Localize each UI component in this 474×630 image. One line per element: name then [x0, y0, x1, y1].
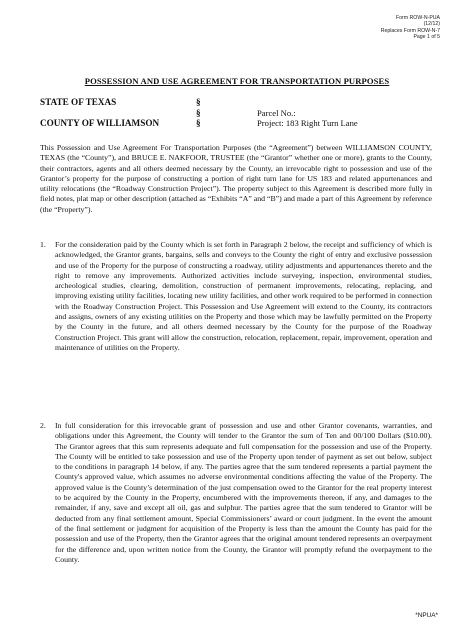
form-info-block [381, 15, 440, 41]
form-replaces: Replaces Form ROW-N-7 [380, 27, 440, 34]
paragraph-1-text: For the consideration paid by the County which is set forth in Paragraph 2 below, the receipt and sufficiency of which is acknowledged, the Grantor grants, bargains, sells and conveys to the County the right of entry and exclusive possession and use of the Property for the purpose of constructing a roadway, utility adjustments and appurtenances thereto and the right to remove any improvements. Authorized activities include surveying, inspection, environmental studies, archeological studies, clearing, demolition, construction of permanent improvements, relocating, replacing, and improving existing utility facilities, locating new utility facilities, and other work required to be performed in connection with the Roadway Construction Project. This Possession and Use Agreement will extend to the County, its contractors and assigns, owners of any existing utilities on the Property and those which may be lawfully permitted on the Property by the County in the future, and all others deemed necessary by the County for the purpose of the Roadway Construction Project. This grant will allow the construction, relocation, replacement, repair, improvement, operation and maintenance of utilities on the Property. [55, 240, 432, 352]
parcel-label: Parcel No.: [257, 108, 296, 118]
page-number: Page 1 of 5 [413, 34, 440, 41]
paragraph-number: 1. [40, 240, 46, 249]
section-symbol: § [196, 118, 201, 128]
paragraph-number: 2. [40, 421, 46, 430]
form-date: (12/12) [423, 21, 440, 28]
document-title: POSSESSION AND USE AGREEMENT FOR TRANSPORTATION PURPOSES [84, 76, 390, 86]
state-label: STATE OF TEXAS [40, 97, 117, 107]
section-symbol: § [196, 108, 201, 118]
footer-code: *NPUA* [415, 612, 438, 619]
intro-paragraph: This Possession and Use Agreement For Transportation Purposes (the “Agreement”) between WILLIAMSON COUNTY, TEXAS (the “County”), and BRUCE E. NAKFOOR, TRUSTEE (the “Grantor” whether one or more), grants to the County, their contractors, agents and all others deemed necessary by the County, an irrevocable right to possession and use of the Grantor’s property for the purpose of constructing a portion of right turn lane for US 183 and related appurtenances and utility relocations (the “Roadway Construction Project”). The property subject to this Agreement is described more fully in field notes, plat map or other description (attached as “Exhibits “A” and “B”) and made a part of this Agreement by reference (the “Property”). [40, 143, 432, 214]
section-symbol: § [196, 97, 201, 107]
form-number: Form ROW-N-PUA [396, 15, 440, 21]
paragraph-2-text: In full consideration for this irrevocable grant of possession and use and other Grantor covenants, warranties, and obligations under this Agreement, the County will tender to the Grantor the sum of Ten and 00/100 Dollars ($10.00). The Grantor agrees that this sum represents adequate and full compensation for the possession and use of the Property. The County will be entitled to take possession and use of the Property upon tender of payment as set out below, subject to the conditions in paragraph 14 below, if any. The parties agree that the sum tendered represents a partial payment the County's approved value, which assumes no adverse environmental conditions affecting the value of the Property. The approved value is the County’s determination of the just compensation owed to the Grantor for the real property interest to be acquired by the County in the Property, encumbered with the improvements thereon, if any, and damages to the remainder, if any, save and except all oil, gas and sulphur. The parties agree that the sum tendered to Grantor will be deducted from any final settlement amount, Special Commissioners’ award or court judgment. In the event the amount of the final settlement or judgment for acquisition of the Property is less than the amount the County has paid for the possession and use of the Property, then the Grantor agrees that the original amount tendered represents an overpayment for the difference and, upon written notice from the County, the Grantor will promptly refund the overpayment to the County. [55, 421, 432, 564]
project-label: Project: 183 Right Turn Lane [257, 118, 358, 128]
county-label: COUNTY OF WILLIAMSON [40, 118, 160, 128]
